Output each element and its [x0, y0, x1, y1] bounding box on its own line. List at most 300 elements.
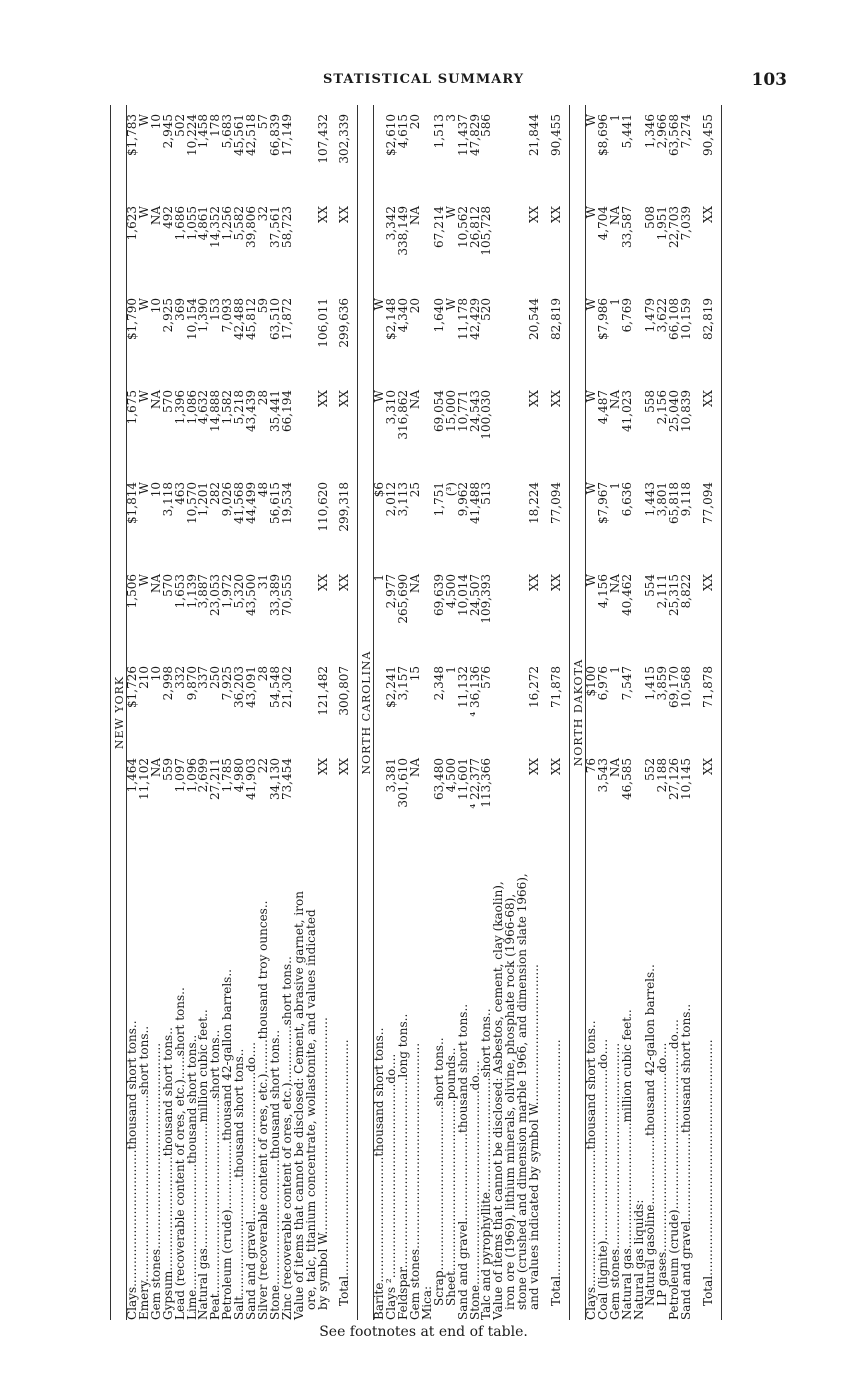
row-label: Feldspar..................................................long tons..: [396, 1013, 411, 1320]
cell: W: [583, 390, 598, 403]
cell: 58,723: [279, 206, 294, 248]
cell: XX: [527, 758, 542, 776]
row-label: stone (crushed and dimension marble 1966, and dimension slate 1966),: [515, 873, 530, 1310]
cell: 17,872: [279, 298, 294, 340]
total-label: Total..............................................................: [701, 1039, 716, 1306]
cell: $100: [583, 666, 598, 697]
cell: W: [443, 298, 458, 311]
cell: 369: [172, 298, 187, 321]
cell: 16,272: [527, 666, 542, 708]
section-heading-north-dakota: NORTH DAKOTA: [571, 658, 585, 767]
cell: 26,812: [467, 206, 482, 248]
cell: 3,310: [384, 390, 399, 425]
cell: 1,086: [184, 390, 199, 425]
cell: 1: [607, 482, 622, 490]
cell: 513: [479, 482, 494, 505]
cell: 1,464: [125, 758, 139, 793]
row-label: Natural gas.................................million cubic feet..: [619, 1009, 634, 1320]
cell: 570: [160, 574, 175, 597]
cell: 56,615: [267, 482, 282, 524]
cell: 1,686: [172, 206, 187, 241]
cell: 41,903: [244, 758, 259, 800]
cell: 21,302: [279, 666, 294, 708]
cell: 153: [208, 298, 223, 321]
cell: 2,348: [431, 666, 446, 701]
cell: 107,432: [315, 114, 330, 164]
footnote: See footnotes at end of table.: [319, 1324, 528, 1340]
cell: 82,819: [701, 298, 716, 340]
row-label: Sand and gravel.......................................do....: [244, 1042, 259, 1320]
cell: 10,570: [184, 482, 199, 524]
row-label: Clays ²...................................................do....: [384, 1053, 399, 1320]
cell: XX: [701, 390, 716, 408]
row-label: Clays....................................thousand short tons..: [125, 1020, 139, 1320]
cell: 492: [160, 206, 175, 229]
cell: 71,878: [701, 666, 716, 708]
row-label: Sand and gravel.......................thousand short tons..: [679, 1003, 694, 1320]
cell: 316,862: [396, 390, 411, 440]
cell: 41,568: [232, 482, 247, 524]
cell: 4,980: [232, 758, 247, 793]
cell: 43,500: [244, 574, 259, 616]
cell: 2,998: [160, 666, 175, 701]
cell: 15,000: [443, 390, 458, 432]
cell: 113,366: [479, 758, 494, 808]
row-label: Sand and gravel.......................thousand short tons..: [455, 1003, 470, 1320]
cell: 10,014: [455, 574, 470, 616]
cell: 1,201: [196, 482, 211, 517]
cell: 299,636: [337, 298, 352, 348]
cell: XX: [549, 390, 563, 408]
row-label: LP gases...............................................do....: [655, 1042, 670, 1306]
cell: 2,977: [384, 574, 399, 609]
cell: 265,690: [396, 574, 411, 624]
cell: 1,346: [643, 114, 658, 149]
cell: XX: [527, 390, 542, 408]
cell: W: [136, 206, 151, 219]
cell: 66,839: [267, 114, 282, 156]
cell: 70,555: [279, 574, 294, 616]
cell: 42,518: [244, 114, 259, 156]
cell: 7,274: [679, 114, 694, 149]
cell: 4,500: [443, 758, 458, 793]
cell: 28: [255, 390, 270, 406]
cell: W: [372, 298, 387, 311]
cell: 37,561: [267, 206, 282, 248]
cell: 2,188: [655, 758, 670, 793]
cell: 2,012: [384, 482, 399, 517]
cell: 3,859: [655, 666, 670, 701]
row-label: Peat...................................................short tons..: [208, 1029, 223, 1320]
section-heading-north-carolina: NORTH CAROLINA: [360, 650, 374, 775]
cell: 3,157: [396, 666, 411, 701]
cell: 3,118: [160, 482, 175, 517]
cell: $2,241: [384, 666, 399, 708]
cell: 77,094: [549, 482, 563, 524]
total-row: [339, 105, 351, 1320]
cell: 7,039: [679, 206, 694, 241]
cell: 33,389: [267, 574, 282, 616]
cell: 570: [160, 390, 175, 413]
cell: 25,315: [667, 574, 682, 616]
cell: 2,945: [160, 114, 175, 149]
cell: 11,437: [455, 114, 470, 156]
cell: NA: [148, 206, 163, 226]
row-label: Coal (lignite).............................................do....: [595, 1038, 610, 1320]
cell: 3,887: [196, 574, 211, 609]
cell: 1,675: [125, 390, 139, 425]
row-label: by symbol W.........................................................: [315, 1017, 330, 1310]
cell: 4,632: [196, 390, 211, 425]
cell: XX: [527, 206, 542, 224]
cell: XX: [315, 574, 330, 592]
cell: 33,587: [619, 206, 634, 248]
row-label: Talc and pyrophyllite..............................short tons..: [479, 1008, 494, 1320]
cell: 1,443: [643, 482, 658, 517]
cell: 5,582: [232, 206, 247, 241]
cell: 302,339: [337, 114, 352, 164]
cell: 48: [255, 482, 270, 498]
cell: 47,829: [467, 114, 482, 156]
cell: 4,340: [396, 298, 411, 333]
cell: 66,108: [667, 298, 682, 340]
cell: 11,601: [455, 758, 470, 800]
cell: 73,454: [279, 758, 294, 800]
cell: 1,415: [643, 666, 658, 701]
cell: 1,785: [220, 758, 235, 793]
cell: 35,441: [267, 390, 282, 432]
bottom-rule: [721, 105, 722, 1320]
section-heading-new-york: NEW YORK: [113, 675, 126, 750]
cell: 300,807: [337, 666, 352, 716]
cell: 23,053: [208, 574, 223, 616]
north-carolina-rows: [374, 105, 563, 1320]
cell: 520: [479, 298, 494, 321]
cell: $2,610: [384, 114, 399, 156]
new-york-rows: [127, 105, 351, 1320]
cell: 3,622: [655, 298, 670, 333]
cell: 1,458: [196, 114, 211, 149]
row-label: Emery.................................................short tons..: [136, 1025, 151, 1320]
cell: 43,439: [244, 390, 259, 432]
cell: 3,342: [384, 206, 399, 241]
cell: 4,704: [595, 206, 610, 241]
cell: XX: [527, 574, 542, 592]
cell: 14,352: [208, 206, 223, 248]
cell: 5,320: [232, 574, 247, 609]
cell: 1,582: [220, 390, 235, 425]
row-label: Gem stones......................................................: [148, 1042, 163, 1320]
cell: 10: [148, 482, 163, 498]
cell: XX: [315, 758, 330, 776]
north-dakota-rows: [583, 105, 716, 1320]
cell: 11,178: [455, 298, 470, 340]
cell: 42,488: [232, 298, 247, 340]
cell: 22: [255, 758, 270, 774]
cell: $1,726: [125, 666, 139, 708]
cell: 250: [208, 666, 223, 689]
cell: 1,751: [431, 482, 446, 517]
cell: 25: [408, 482, 423, 498]
cell: 36,203: [232, 666, 247, 708]
cell: 31: [255, 574, 270, 590]
cell: 586: [479, 114, 494, 137]
row-label: Value of items that cannot be disclosed: Asbestos, cement, clay (kaolin),: [491, 881, 506, 1320]
row-label: Barite.................................thousand short tons..: [372, 1027, 387, 1320]
cell: 502: [172, 114, 187, 137]
cell: 463: [172, 482, 187, 505]
cell: 1: [607, 114, 622, 122]
cell: 559: [160, 758, 175, 781]
cell: W: [136, 482, 151, 495]
cell: 10: [148, 114, 163, 130]
cell: 1,390: [196, 298, 211, 333]
cell: $1,814: [125, 482, 139, 524]
cell: 10,839: [679, 390, 694, 432]
cell: 8,822: [679, 574, 694, 609]
cell: 4,861: [196, 206, 211, 241]
cell: 558: [643, 390, 658, 413]
cell: 14,888: [208, 390, 223, 432]
cell: 1,097: [172, 758, 187, 793]
cell: 43,091: [244, 666, 259, 708]
cell: 28: [255, 666, 270, 682]
row-label: Salt...............................thousand short tons..: [232, 1048, 247, 1320]
cell: 1: [607, 298, 622, 306]
cell: 178: [208, 114, 223, 137]
cell: 1,479: [643, 298, 658, 333]
cell: 4,615: [396, 114, 411, 149]
cell: 1,096: [184, 758, 199, 793]
row-label: Sheet.............................................pounds..: [443, 1047, 458, 1306]
cell: 121,482: [315, 666, 330, 716]
cell: W: [583, 114, 598, 127]
cell: 46,585: [619, 758, 634, 800]
cell: 554: [643, 574, 658, 597]
cell: NA: [148, 574, 163, 594]
cell: 27,126: [667, 758, 682, 800]
cell: 3,113: [396, 482, 411, 517]
cell: 69,054: [431, 390, 446, 432]
cell: 11,102: [136, 758, 151, 800]
cell: XX: [337, 206, 352, 224]
cell: (³): [443, 482, 458, 497]
row-label: Natural gasoline..................thousand 42-gallon barrels..: [643, 964, 658, 1306]
total-row: [703, 105, 715, 1320]
cell: 3: [443, 114, 458, 122]
row-label: Value of items that cannot be disclosed: Cement, abrasive garnet, iron: [291, 891, 306, 1320]
cell: 7,547: [619, 666, 634, 701]
cell: 3,381: [384, 758, 399, 793]
cell: W: [583, 206, 598, 219]
cell: 1,640: [431, 298, 446, 333]
cell: 63,568: [667, 114, 682, 156]
cell: XX: [701, 758, 716, 776]
cell: 32: [255, 206, 270, 222]
cell: 21,844: [527, 114, 542, 156]
cell: W: [443, 206, 458, 219]
cell: 10,154: [184, 298, 199, 340]
cell: XX: [337, 390, 352, 408]
cell: 1,623: [125, 206, 139, 241]
cell: 337: [196, 666, 211, 689]
cell: 508: [643, 206, 658, 229]
row-label: Petroleum (crude)..........................................do....: [667, 1019, 682, 1320]
cell: NA: [607, 206, 622, 226]
cell: 18,224: [527, 482, 542, 524]
cell: 3,801: [655, 482, 670, 517]
cell: 45,812: [244, 298, 259, 340]
cell: 71,878: [549, 666, 563, 708]
cell: XX: [701, 574, 716, 592]
cell: ⁴ 36,136: [467, 666, 482, 717]
cell: 1,972: [220, 574, 235, 609]
cell: 210: [136, 666, 151, 689]
cell: ⁴ 22,377: [467, 758, 482, 809]
cell: XX: [315, 390, 330, 408]
row-label: Gem stones......................................................: [408, 1042, 423, 1320]
row-label: Zinc (recoverable content of ores, etc.)...............short tons..: [279, 956, 294, 1320]
cell: 2,156: [655, 390, 670, 425]
cell: 105,728: [479, 206, 494, 256]
cell: 69,639: [431, 574, 446, 616]
cell: W: [583, 482, 598, 495]
cell: 17,149: [279, 114, 294, 156]
cell: 34,130: [267, 758, 282, 800]
cell: $8,696: [595, 114, 610, 156]
cell: W: [136, 574, 151, 587]
cell: XX: [337, 574, 352, 592]
cell: 67,214: [431, 206, 446, 248]
cell: 1,256: [220, 206, 235, 241]
cell: NA: [408, 390, 423, 410]
cell: XX: [337, 758, 352, 776]
cell: 9,026: [220, 482, 235, 517]
cell: 10,568: [679, 666, 694, 708]
row-label: Lead (recoverable content of ores, etc.)......short tons..: [172, 987, 187, 1320]
row-label: Natural gas liquids:: [631, 1199, 646, 1320]
table-row: [529, 105, 541, 1320]
row-label: Natural gas.................................million cubic feet..: [196, 1009, 211, 1320]
cell: 4,500: [443, 574, 458, 609]
cell: 90,455: [549, 114, 563, 156]
cell: 5,441: [619, 114, 634, 149]
cell: 20,544: [527, 298, 542, 340]
cell: NA: [408, 206, 423, 226]
cell: 9,118: [679, 482, 694, 517]
cell: 1: [443, 666, 458, 674]
cell: 10,224: [184, 114, 199, 156]
row-label: Stone...................................................do....: [467, 1060, 482, 1320]
cell: 77,094: [701, 482, 716, 524]
cell: 40,462: [619, 574, 634, 616]
row-label: ore, talc, titanium concentrate, wollastonite, and values indicated: [303, 909, 318, 1310]
page-number: 103: [751, 70, 787, 90]
cell: 106,011: [315, 298, 330, 348]
row-label: iron ore (1969), lithium minerals, olivine, phosphate rock (1966-68),: [503, 893, 518, 1310]
row-label: and values indicated by symbol W.....................................: [527, 964, 542, 1310]
cell: 299,318: [337, 482, 352, 532]
cell: 6,976: [595, 666, 610, 701]
row-label: Silver (recoverable content of ores, etc.).........thousand troy ounces..: [255, 900, 270, 1320]
cell: 76: [583, 758, 598, 774]
cell: $1,790: [125, 298, 139, 340]
cell: 1,139: [184, 574, 199, 609]
cell: 1: [372, 574, 387, 582]
cell: 338,149: [396, 206, 411, 256]
cell: 332: [172, 666, 187, 689]
cell: 109,393: [479, 574, 494, 624]
cell: 4,487: [595, 390, 610, 425]
cell: 10: [148, 666, 163, 682]
cell: 5,683: [220, 114, 235, 149]
cell: 69,170: [667, 666, 682, 708]
cell: NA: [148, 758, 163, 778]
table-row: [681, 105, 693, 1320]
cell: 41,488: [467, 482, 482, 524]
cell: 82,819: [549, 298, 563, 340]
rotated-statistics-table: [110, 105, 716, 1320]
row-label: Mica:: [419, 1285, 434, 1320]
row-label: Petroleum (crude)..................thousand 42-gallon barrels..: [220, 969, 235, 1320]
cell: $2,148: [384, 298, 399, 340]
cell: 301,610: [396, 758, 411, 808]
cell: 1,951: [655, 206, 670, 241]
cell: 9,962: [455, 482, 470, 517]
cell: 1,506: [125, 574, 139, 609]
cell: NA: [607, 390, 622, 410]
cell: W: [372, 390, 387, 403]
cell: 42,429: [467, 298, 482, 340]
cell: $7,967: [595, 482, 610, 524]
row-label: Lime.................................thousand short tons..: [184, 1034, 199, 1320]
cell: 2,111: [655, 574, 670, 609]
cell: 39,806: [244, 206, 259, 248]
cell: 10,562: [455, 206, 470, 248]
cell: 54,548: [267, 666, 282, 708]
cell: 2,966: [655, 114, 670, 149]
cell: 110,620: [315, 482, 330, 532]
cell: NA: [148, 390, 163, 410]
cell: 25,040: [667, 390, 682, 432]
cell: W: [136, 298, 151, 311]
cell: 552: [643, 758, 658, 781]
table-row: [619, 105, 634, 1320]
cell: $1,783: [125, 114, 139, 156]
cell: 7,093: [220, 298, 235, 333]
cell: NA: [607, 758, 622, 778]
cell: 57: [255, 114, 270, 130]
cell: 65,818: [667, 482, 682, 524]
cell: 45,561: [232, 114, 247, 156]
cell: $7,986: [595, 298, 610, 340]
cell: 59: [255, 298, 270, 314]
cell: W: [136, 390, 151, 403]
cell: 1,513: [431, 114, 446, 149]
cell: 2,699: [196, 758, 211, 793]
cell: 10: [148, 298, 163, 314]
cell: 44,499: [244, 482, 259, 524]
cell: NA: [408, 574, 423, 594]
cell: 2,925: [160, 298, 175, 333]
cell: 9,870: [184, 666, 199, 701]
cell: NA: [408, 758, 423, 778]
cell: 24,507: [467, 574, 482, 616]
cell: 6,636: [619, 482, 634, 517]
table-row: [410, 105, 422, 1320]
cell: 41,023: [619, 390, 634, 432]
cell: 20: [408, 298, 423, 314]
